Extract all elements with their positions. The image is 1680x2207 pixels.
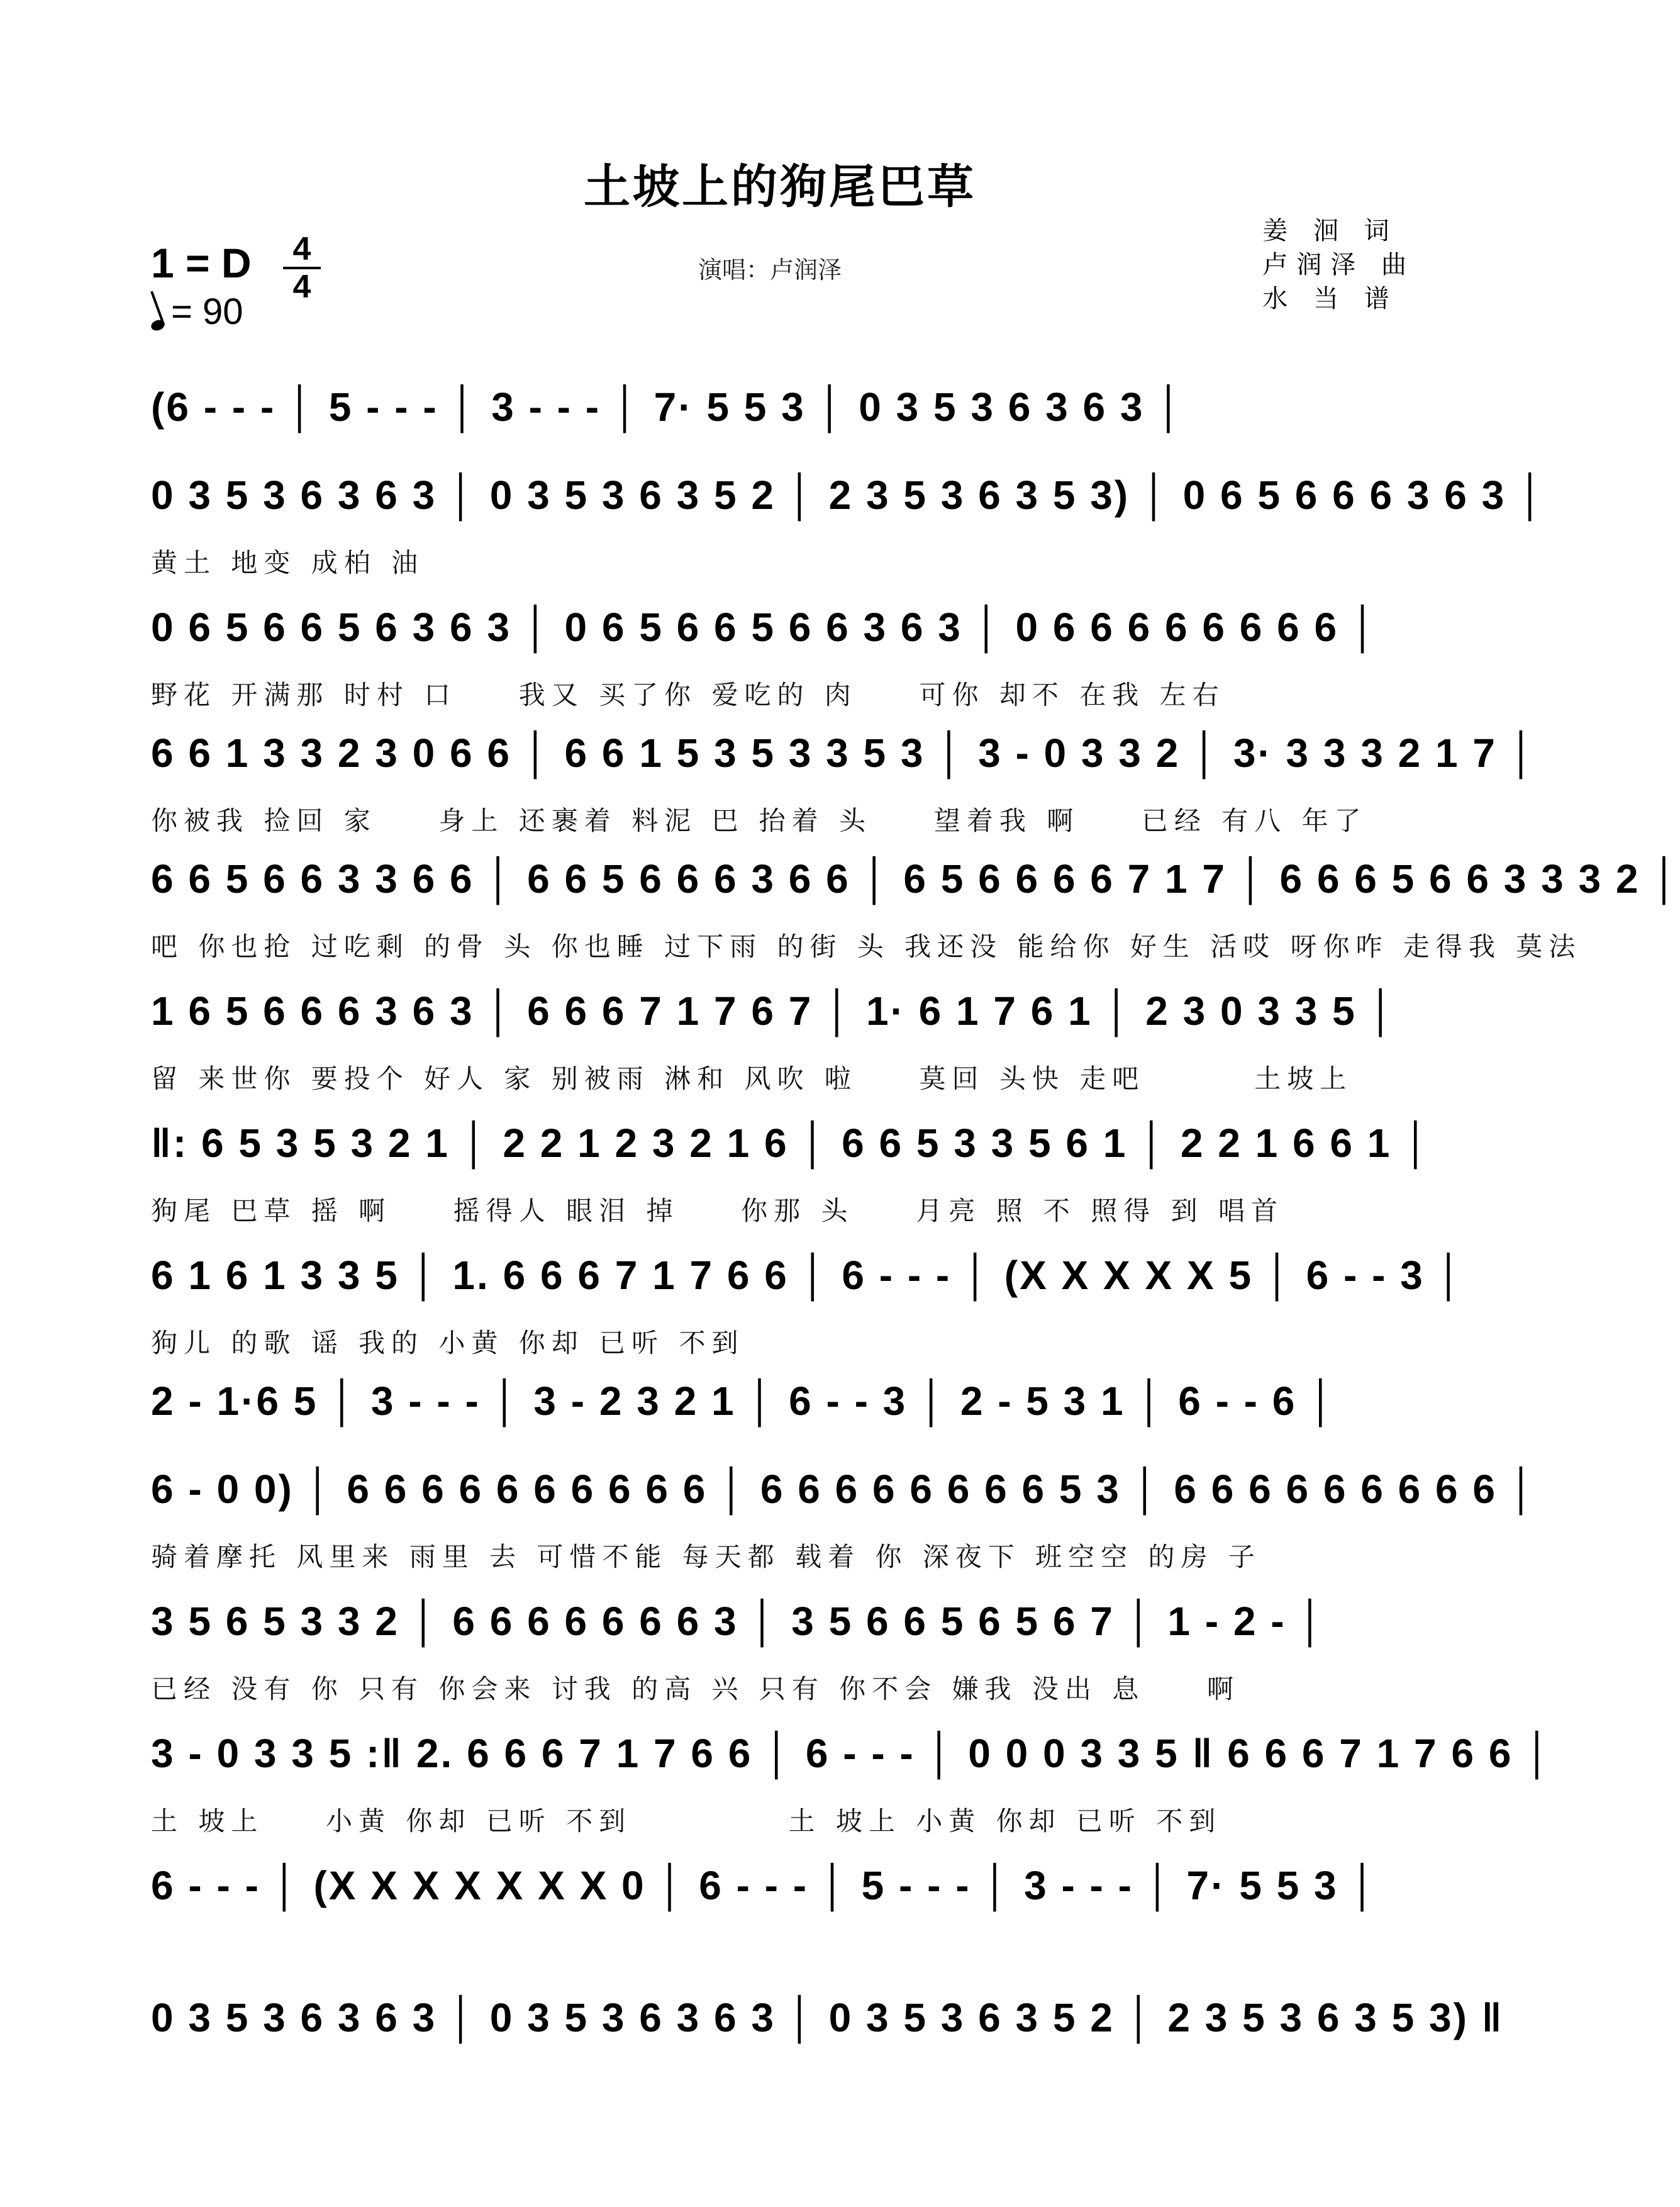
credits-block: [1262, 214, 1415, 316]
notation-line: (6 - - - │ 5 - - - │ 3 - - - │ 7· 5 5 3 │ 0 3 5 3 6 3 6 3 │: [151, 384, 1185, 430]
key-signature: 1 = D: [151, 240, 252, 286]
lyric-line: 吧 你也抢 过吃剩 的骨 头 你也睡 过下雨 的街 头 我还没 能给你 好生 活哎 呀你咋 走得我 莫法: [151, 931, 1582, 962]
lyric-line: 你被我 捡回 家 身上 还裹着 料泥 巴 抬着 头 望着我 啊 已经 有八 年了: [151, 805, 1367, 836]
singer-credit: 演唱：卢润泽: [698, 256, 842, 284]
notation-line: 0 6 5 6 6 5 6 3 6 3 │ 0 6 5 6 6 5 6 6 3 6 3 │ 0 6 6 6 6 6 6 6 6 │: [151, 605, 1379, 650]
lyric-line: 野花 开满那 时村 口 我又 买了你 爱吃的 肉 可你 却不 在我 左右: [151, 679, 1225, 710]
meter-top: 4: [292, 231, 311, 267]
notation-line: 6 - 0 0) │ 6 6 6 6 6 6 6 6 6 6 │ 6 6 6 6 6 6 6 6 5 3 │ 6 6 6 6 6 6 6 6 6 │: [151, 1467, 1537, 1512]
notation-line: 3 - 0 3 3 5 :‖ 2. 6 6 6 7 1 7 6 6 │ 6 - - - │ 0 0 0 3 3 5 ‖ 6 6 6 7 1 7 6 6 │: [151, 1731, 1554, 1776]
lyric-line: 留 来世你 要投个 好人 家 别被雨 淋和 风吹 啦 莫回 头快 走吧 土坡上: [151, 1063, 1353, 1094]
lyric-line: 狗儿 的歌 谣 我的 小黄 你却 已听 不到: [151, 1327, 745, 1358]
meter-bottom: 4: [292, 269, 311, 305]
lyric-line: 狗尾 巴草 摇 啊 摇得人 眼泪 掉 你那 头 月亮 照 不 照得 到 唱首: [151, 1195, 1284, 1226]
lyric-line: 黄土 地变 成柏 油: [151, 547, 425, 578]
notation-line: 0 3 5 3 6 3 6 3 │ 0 3 5 3 6 3 6 3 │ 0 3 5 3 6 3 5 2 │ 2 3 5 3 6 3 5 3) ‖: [151, 1995, 1504, 2040]
lyricist-credit: 姜 洄 词: [1262, 216, 1398, 245]
composer-credit: 卢润泽 曲: [1262, 250, 1415, 279]
song-title: 土坡上的狗尾巴草: [584, 160, 976, 214]
notation-line: 3 5 6 5 3 3 2 │ 6 6 6 6 6 6 6 3 │ 3 5 6 6 5 6 5 6 7 │ 1 - 2 - │: [151, 1599, 1327, 1644]
tempo-value: = 90: [171, 291, 243, 332]
notation-line: 6 6 5 6 6 3 3 6 6 │ 6 6 5 6 6 6 3 6 6 │ 6 5 6 6 6 6 7 1 7 │ 6 6 6 5 6 6 3 3 3 2 │: [151, 856, 1680, 902]
tempo-marking: [151, 291, 243, 333]
notation-line: 2 - 1·6 5 │ 3 - - - │ 3 - 2 3 2 1 │ 6 - - 3 │ 2 - 5 3 1 │ 6 - - 6 │: [151, 1378, 1337, 1424]
notation-line: 0 3 5 3 6 3 6 3 │ 0 3 5 3 6 3 5 2 │ 2 3 5 3 6 3 5 3) │ 0 6 5 6 6 6 3 6 3 │: [151, 472, 1547, 518]
lyric-line: 土 坡上 小黄 你却 已听 不到 土 坡上 小黄 你却 已听 不到: [151, 1806, 1222, 1836]
notation-line: 6 6 1 3 3 2 3 0 6 6 │ 6 6 1 5 3 5 3 3 5 3 │ 3 - 0 3 3 2 │ 3· 3 3 3 2 1 7 │: [151, 730, 1537, 776]
time-signature: [283, 233, 321, 303]
notation-line: 1 6 5 6 6 6 3 6 3 │ 6 6 6 7 1 7 6 7 │ 1· 6 1 7 6 1 │ 2 3 0 3 3 5 │: [151, 988, 1397, 1034]
notation-line: 6 - - - │ (X X X X X X X 0 │ 6 - - - │ 5 - - - │ 3 - - - │ 7· 5 5 3 │: [151, 1863, 1379, 1908]
notation-line: 6 1 6 1 3 3 5 │ 1. 6 6 6 7 1 7 6 6 │ 6 - - - │ (X X X X X 5 │ 6 - - 3 │: [151, 1253, 1465, 1298]
notation-line: ‖: 6 5 3 5 3 2 1 │ 2 2 1 2 3 2 1 6 │ 6 6 5 3 3 5 6 1 │ 2 2 1 6 6 1 │: [151, 1120, 1432, 1166]
lyric-line: 已经 没有 你 只有 你会来 讨我 的高 兴 只有 你不会 嫌我 没出 息 啊: [151, 1673, 1240, 1704]
quarter-note-icon: [150, 318, 166, 333]
transcriber-credit: 水 当 谱: [1262, 284, 1398, 313]
lyric-line: 骑着摩托 风里来 雨里 去 可惜不能 每天都 载着 你 深夜下 班空空 的房 子: [151, 1541, 1261, 1572]
